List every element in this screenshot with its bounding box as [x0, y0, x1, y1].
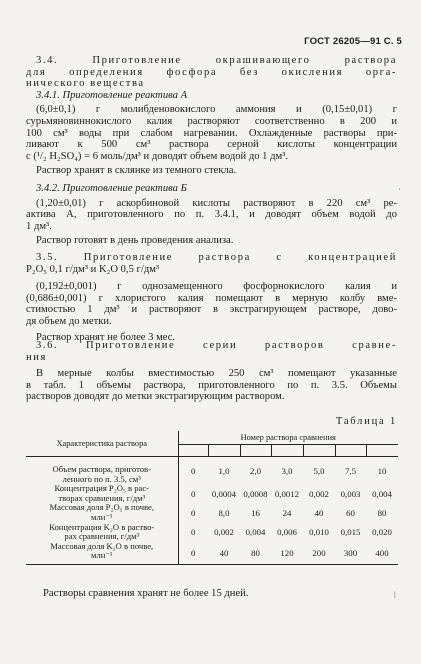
table-caption: Таблица 1	[335, 416, 397, 427]
paragraph: Раствор хранят не более 3 мес.	[36, 331, 176, 343]
column-header: Характеристика раствора	[26, 431, 178, 457]
table-cell: 0,002	[309, 488, 329, 499]
column-header-cell	[335, 445, 366, 457]
table-cell: 0	[191, 488, 196, 499]
paragraph-line: (6,0±0,1) г молибденовокислого аммония и (0,15±0,01) г	[36, 104, 397, 116]
table-cell: 0,0008	[243, 488, 268, 499]
table-cell: 0,015	[340, 527, 361, 538]
table-cell: 0,010	[309, 527, 329, 538]
row-label: Массовая доля K₂O в почве, млн⁻¹	[26, 542, 178, 565]
row-label: Концентрация K₂O в раство- рах сравнения, г/дм³	[26, 523, 178, 542]
table-row	[26, 484, 398, 503]
section-title: P₂O₅ 0,1 г/дм³ и K₂O 0,5 г/дм³	[26, 263, 160, 275]
subsection-title: 3.4.2. Приготовление реактива Б	[36, 182, 187, 194]
column-header-cell	[208, 445, 240, 457]
table-cell: 0	[191, 507, 196, 518]
table-cell: 0,003	[340, 488, 361, 499]
table-cell: 40	[314, 507, 324, 518]
column-header-cell	[240, 445, 271, 457]
section-title: ния	[26, 351, 48, 363]
table-cell: 400	[366, 542, 398, 565]
table-cell: 80	[240, 542, 271, 565]
table-cell: 0,004	[372, 488, 392, 499]
table-cell: 10	[377, 465, 387, 476]
table-cell: 16	[251, 507, 260, 518]
table-cell: 24	[282, 507, 292, 518]
table-cell: 0,004	[245, 527, 266, 538]
section-title: нического вещества	[26, 78, 145, 90]
table-cell: 80	[377, 507, 387, 518]
margin-mark: ǀ	[394, 590, 396, 600]
table-row	[26, 523, 398, 542]
paragraph-line: 1 дм³.	[26, 220, 52, 232]
row-label: Массовая доля P₂O₅ в почве, млн⁻¹	[26, 503, 178, 522]
table-cell: 0	[191, 527, 196, 538]
paragraph-line: в табл. 1 объемы раствора, приготовленного по п. 3.5. Объемы	[26, 379, 397, 391]
table-row	[26, 542, 398, 565]
table-cell: 5,0	[313, 465, 325, 476]
table-row	[26, 457, 398, 485]
section-3-6	[26, 340, 397, 403]
table-cell: 0,0012	[274, 488, 300, 499]
paragraph-line: (0,192±0,001) г однозамещенного фосфорнокислого калия и	[36, 281, 397, 293]
column-header-cell	[303, 445, 335, 457]
table-cell: 1,0	[218, 465, 230, 476]
paragraph-line: с (¹/₂ H₂SO₄) = 6 моль/дм³ и доводят объем водой до 1 дм³.	[26, 150, 289, 162]
subsection-title: 3.4.1. Приготовление реактива А	[36, 89, 188, 101]
table-cell: 3,0	[281, 465, 293, 476]
column-group-header: Номер раствора сравнения	[178, 431, 398, 445]
column-header-cell	[178, 445, 208, 457]
paragraph-line: 100 см³ воды при слабом нагревании. Охлажденные растворы при-	[26, 127, 397, 139]
section-title: 3.6. Приготовление серии растворов сравне-	[36, 340, 397, 351]
table-cell: 0,020	[372, 527, 392, 538]
table-cell: 60	[346, 507, 355, 518]
data-table	[26, 431, 398, 565]
table-cell: 0	[178, 542, 208, 565]
paragraph-line: растворов доводят до метки экстрагирующим раствором.	[26, 391, 285, 403]
footer-note: Растворы сравнения хранят не более 15 дней.	[43, 588, 249, 599]
table-cell: 0,0004	[211, 488, 237, 499]
column-header-cell	[366, 445, 398, 457]
row-label: Объем раствора, приготов- ленного по п. 3.5, см³	[26, 457, 178, 485]
margin-mark: ˌ	[398, 180, 401, 190]
paragraph: Раствор хранят в склянке из темного стекла.	[36, 165, 237, 177]
table-cell: 120	[271, 542, 303, 565]
table-cell: 40	[208, 542, 240, 565]
table-cell: 2,0	[250, 465, 261, 476]
table-cell: 8,0	[218, 507, 230, 518]
table-cell: 0	[191, 465, 196, 476]
section-title: для определения фосфора без окисления орга-	[26, 66, 397, 78]
table-cell: 0,002	[214, 527, 234, 538]
page-header: ГОСТ 26205—91 С. 5	[304, 36, 402, 47]
table-row	[26, 503, 398, 522]
table-cell: 300	[335, 542, 366, 565]
table-header-row	[26, 431, 398, 445]
table-cell: 0,006	[277, 527, 297, 538]
paragraph-line: дя объем до метки.	[26, 315, 112, 327]
paragraph-line: ливают к 500 см³ раствора серной кислоты концентрации	[26, 139, 397, 151]
paragraph-line: сурьмяновиннокислого калия растворяют соответственно в 200 и	[26, 115, 397, 127]
paragraph-line: (0,686±0,001) г хлористого калия помещают в мерную колбу вме-	[26, 292, 397, 304]
section-3-5	[26, 252, 397, 343]
table-cell: 200	[303, 542, 335, 565]
section-3-4	[26, 55, 397, 247]
paragraph: Раствор готовят в день проведения анализа.	[36, 235, 234, 247]
row-label: Концентрация P₂O₅ в рас- творах сравнения, г/дм³	[26, 484, 178, 503]
paragraph-line: стимостью 1 дм³ и растворяют в экстрагирующем растворе, дово-	[26, 304, 397, 316]
paragraph-line: (1,20±0,01) г аскорбиновой кислоты растворяют в 220 см³ ре-	[36, 197, 397, 209]
column-header-cell	[271, 445, 303, 457]
section-title: 3.5. Приготовление раствора с концентрацией	[36, 252, 397, 263]
paragraph-line: В мерные колбы вместимостью 250 см³ помещают указанные	[36, 368, 397, 380]
section-title: 3.4. Приготовление окрашивающего раствора	[36, 55, 397, 66]
paragraph-line: актива А, приготовленного по п. 3.4.1, и доводят объем водой до	[26, 209, 397, 221]
table-cell: 7,5	[345, 465, 356, 476]
